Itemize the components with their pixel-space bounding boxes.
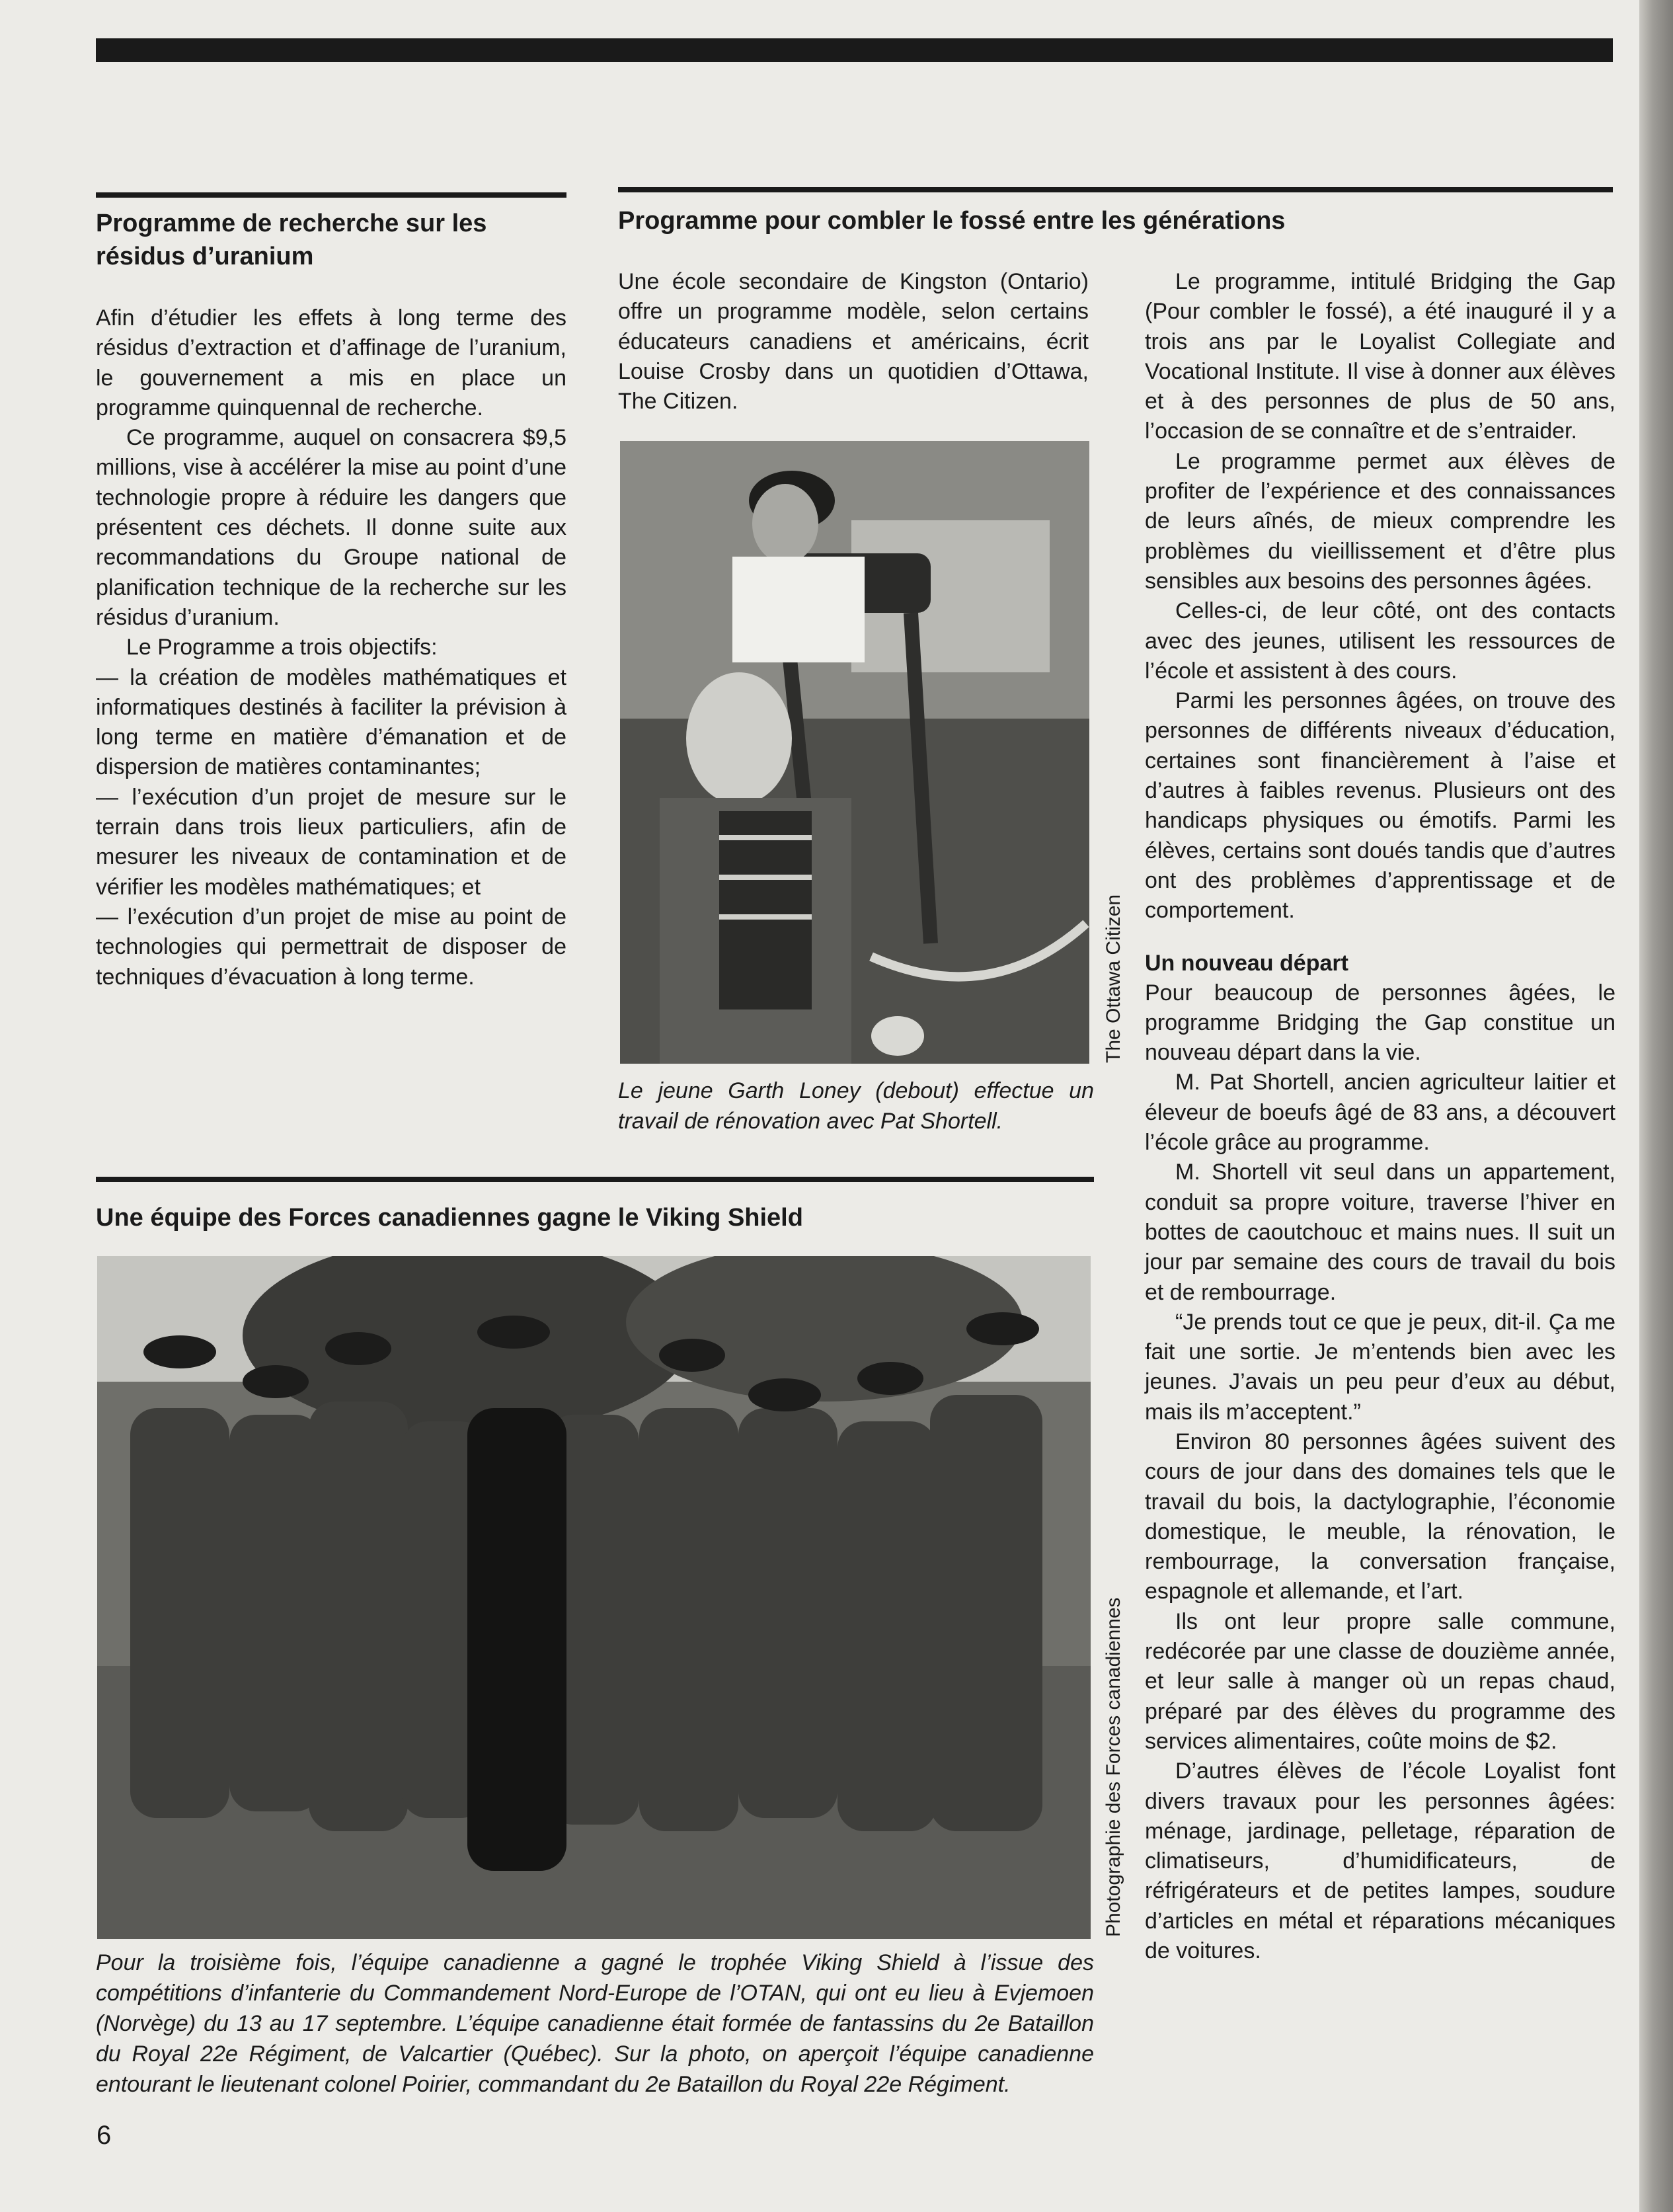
generations-paragraph: Le programme, intitulé Bridging the Gap (Pour combler le fossé), a été inauguré il y a trois ans par le Loyalist Collegiate and Vocational Institute. Il vise à donner aux élèves et à des personnes de plus de 50 ans, l’occasion de se connaître et de s’entraider. bbox=[1145, 269, 1615, 444]
generations-paragraph: Le programme permet aux élèves de profiter de l’expérience et des connaissances de leurs aînés, de mieux comprendre les problèmes du vieillissement et d’être plus sensibles aux besoins des personnes âgées. bbox=[1145, 448, 1615, 594]
generations-paragraph: Environ 80 personnes âgées suivent des cours de jour dans des domaines tels que le travail du bois, la dactylographie, l’économie domestique, le meuble, la rénovation, le rembourrage, la conversation française, espagnole et allemande, et l’art. bbox=[1145, 1429, 1615, 1604]
generations-paragraph: Celles-ci, de leur côté, ont des contacts avec des jeunes, utilisent les ressources de l’école et assistent à des cours. bbox=[1145, 598, 1615, 684]
book-spine bbox=[1639, 0, 1673, 2212]
generations-right-column bbox=[1145, 267, 1615, 1966]
team-photo bbox=[97, 1256, 1091, 1939]
team-photo-caption: Pour la troisième fois, l’équipe canadienne a gagné le trophée Viking Shield à l’issue des compétitions d’infanterie du Commandement Nord-Europe de l’OTAN, qui ont eu lieu à Evjemoen (Norvège) du 13 au 17 septembre. L’équipe canadienne était formée de fantassins du 2e Bataillon du Royal 22e Régiment, de Valcartier (Québec). Sur la photo, on aperçoit l’équipe canadienne entourant le lieutenant colonel Poirier, commandant du 2e Bataillon du Royal 22e Régiment. bbox=[96, 1950, 1094, 2097]
generations-paragraph: “Je prends tout ce que je peux, dit-il. Ça me fait une sortie. Je m’entends bien avec les jeunes. J’avais un peu peur d’eux au début, mais ils m’acceptent.” bbox=[1145, 1309, 1615, 1425]
viking-rule bbox=[96, 1177, 1094, 1182]
generations-paragraph: M. Pat Shortell, ancien agriculteur laitier et éleveur de boeufs âgé de 83 ans, a découvert l’école grâce au programme. bbox=[1145, 1070, 1615, 1156]
uranium-paragraph: Le Programme a trois objectifs: bbox=[126, 635, 438, 660]
uranium-objective: — l’exécution d’un projet de mesure sur le terrain dans trois lieux particuliers, afin de mesurer les niveaux de contamination et de vérifier les modèles mathématiques; et bbox=[96, 784, 566, 900]
generations-paragraph: M. Shortell vit seul dans un appartement, conduit sa propre voiture, traverse l’hiver en bottes de caoutchouc et mains nues. Il suit un jour par semaine des cours de travail du bois et de rembourrage. bbox=[1145, 1160, 1615, 1305]
woodwork-photo-credit: The Ottawa Citizen bbox=[1103, 894, 1124, 1063]
top-header-bar bbox=[96, 38, 1613, 62]
team-photo-credit: Photographie des Forces canadiennes bbox=[1103, 1597, 1124, 1937]
viking-title: Une équipe des Forces canadiennes gagne le Viking Shield bbox=[96, 1204, 803, 1232]
uranium-body bbox=[96, 303, 566, 992]
team-photo-image bbox=[97, 1256, 1091, 1939]
uranium-title: Programme de recherche sur les résidus d’uranium bbox=[96, 210, 487, 270]
woodwork-photo bbox=[620, 441, 1089, 1064]
uranium-objective: — la création de modèles mathématiques et informatiques destinés à faciliter la prévision à long terme en matière d’émanation et de dispersion de matières contaminantes; bbox=[96, 664, 566, 780]
generations-title: Programme pour combler le fossé entre les générations bbox=[618, 207, 1286, 235]
generations-paragraph: Ils ont leur propre salle commune, redécorée par une classe de douzième année, et leur salle à manger où un repas chaud, préparé par des élèves du programme des services alimentaires, coûte moins de $2. bbox=[1145, 1608, 1615, 1754]
generations-paragraph: D’autres élèves de l’école Loyalist font divers travaux pour les personnes âgées: ménage, jardinage, pelletage, réparation de climatiseurs, d’humidificateurs, de réfrigérateurs et de petites lampes, soudure d’articles en métal et réparations mécaniques de voitures. bbox=[1145, 1758, 1615, 1964]
uranium-rule bbox=[96, 192, 566, 198]
generations-intro bbox=[618, 267, 1089, 416]
subhead-new-start: Un nouveau départ bbox=[1145, 950, 1348, 976]
woodwork-photo-image bbox=[620, 441, 1089, 1064]
uranium-paragraph: Ce programme, auquel on consacrera $9,5 millions, vise à accélérer la mise au point d’une technologie propre à réduire les dangers que présentent ces déchets. Il donne suite aux recommandations du Groupe national de planification technique de la recherche sur les résidus d’uranium. bbox=[96, 425, 566, 630]
generations-paragraph: Pour beaucoup de personnes âgées, le programme Bridging the Gap constitue un nouveau départ dans la vie. bbox=[1145, 980, 1615, 1066]
woodwork-photo-caption: Le jeune Garth Loney (debout) effectue un travail de rénovation avec Pat Shortell. bbox=[618, 1078, 1094, 1134]
uranium-objective: — l’exécution d’un projet de mise au point de technologies qui permettrait de disposer de techniques d’évacuation à long terme. bbox=[96, 904, 566, 990]
generations-intro-text: Une école secondaire de Kingston (Ontario) offre un programme modèle, selon certains éducateurs canadiens et américains, écrit Louise Crosby dans un quotidien d’Ottawa, The Citizen. bbox=[618, 269, 1089, 415]
generations-rule bbox=[618, 187, 1613, 192]
page-number: 6 bbox=[97, 2121, 112, 2150]
uranium-paragraph: Afin d’étudier les effets à long terme des résidus d’extraction et d’affinage de l’uranium, le gouvernement a mis en place un programme quinquennal de recherche. bbox=[96, 305, 566, 420]
generations-paragraph: Parmi les personnes âgées, on trouve des personnes de différents niveaux d’éducation, certaines sont financièrement à l’aise et d’autres à faibles revenus. Plusieurs ont des handicaps physiques ou émotifs. Parmi les élèves, certains sont doués tandis que d’autres ont des problèmes d’apprentissage et de comportement. bbox=[1145, 688, 1615, 924]
